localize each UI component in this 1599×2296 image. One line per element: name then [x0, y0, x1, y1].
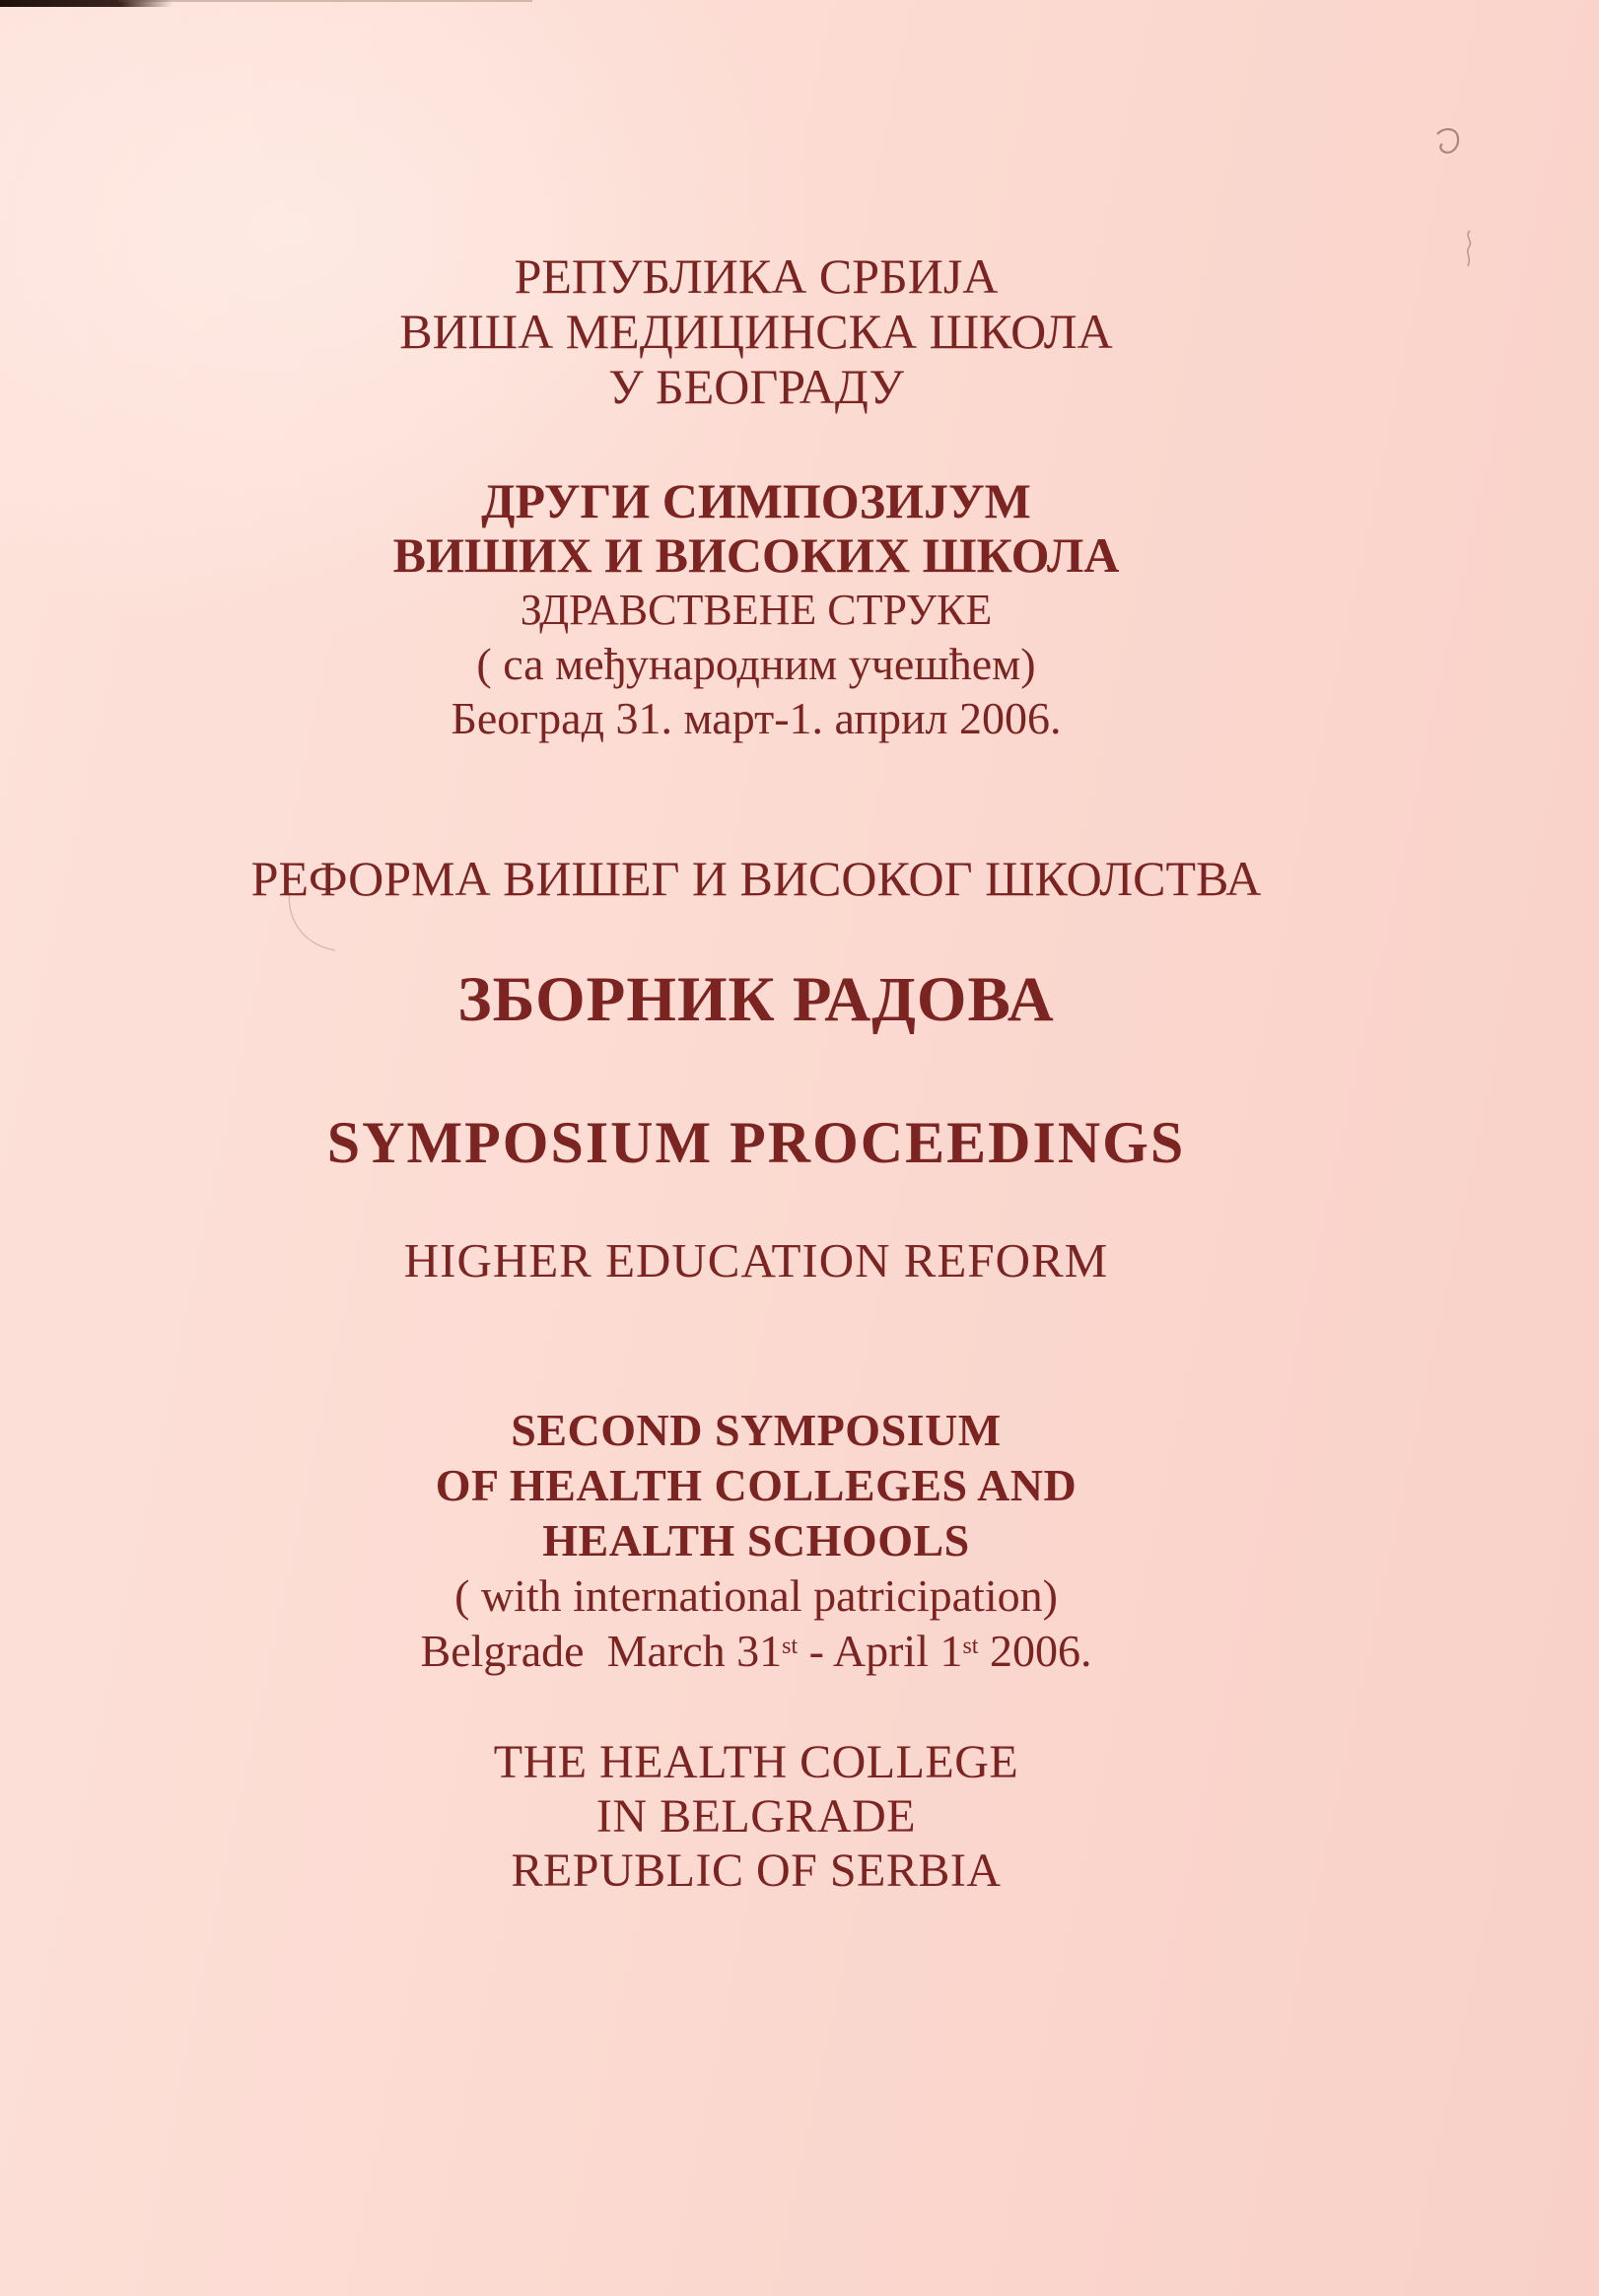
proceedings-title-en-text: SYMPOSIUM PROCEEDINGS — [326, 1110, 1186, 1175]
city-line: У БЕОГРАДУ — [608, 359, 904, 414]
proceedings-title-sr-text: ЗБОРНИК РАДОВА — [457, 964, 1055, 1035]
reform-title-en — [0, 1234, 1512, 1287]
date-suffix: 2006. — [978, 1626, 1092, 1676]
symposium-title-en-1: SECOND SYMPOSIUM — [511, 1405, 1002, 1455]
date-ordinal-2: st — [962, 1633, 979, 1659]
publisher-block — [0, 1735, 1512, 1898]
date-middle: - April 1 — [798, 1626, 963, 1676]
reform-title-en-text: HIGHER EDUCATION REFORM — [403, 1233, 1109, 1287]
reform-title-sr-text: РЕФОРМА ВИШЕГ И ВИСОКОГ ШКОЛСТВА — [250, 851, 1262, 906]
symposium-title-sr-1: ДРУГИ СИМПОЗИЈУМ — [481, 473, 1031, 528]
symposium-title-en-3: HEALTH SCHOOLS — [542, 1515, 970, 1565]
publisher-line-2: IN BELGRADE — [595, 1790, 917, 1843]
event-date-en — [0, 1624, 1512, 1687]
publisher-line-1: THE HEALTH COLLEGE — [493, 1736, 1019, 1788]
english-symposium-block — [0, 1403, 1512, 1687]
school-name-line: ВИША МЕДИЦИНСКА ШКОЛА — [399, 304, 1113, 359]
symposium-title-en-2: OF HEALTH COLLEGES AND — [435, 1460, 1078, 1510]
proceedings-title-en — [0, 1110, 1512, 1175]
date-ordinal-1: st — [782, 1633, 799, 1659]
date-prefix: Belgrade March 31 — [420, 1626, 783, 1676]
serbian-symposium-block — [0, 474, 1512, 745]
reform-title-sr — [0, 851, 1512, 906]
publisher-line-3: REPUBLIC OF SERBIA — [511, 1844, 1002, 1897]
proceedings-title-sr — [0, 964, 1512, 1035]
serbian-institution-header — [0, 248, 1512, 414]
participation-note-sr: ( са међународним учешћем) — [476, 639, 1036, 689]
event-date-sr: Београд 31. март-1. април 2006. — [451, 693, 1062, 743]
republic-line: РЕПУБЛИКА СРБИЈА — [514, 248, 999, 304]
symposium-title-sr-2: ВИШИХ И ВИСОКИХ ШКОЛА — [392, 527, 1120, 583]
participation-note-en: ( with international patricipation) — [454, 1570, 1058, 1621]
symposium-subtitle-sr: ЗДРАВСТВЕНЕ СТРУКЕ — [520, 586, 993, 634]
